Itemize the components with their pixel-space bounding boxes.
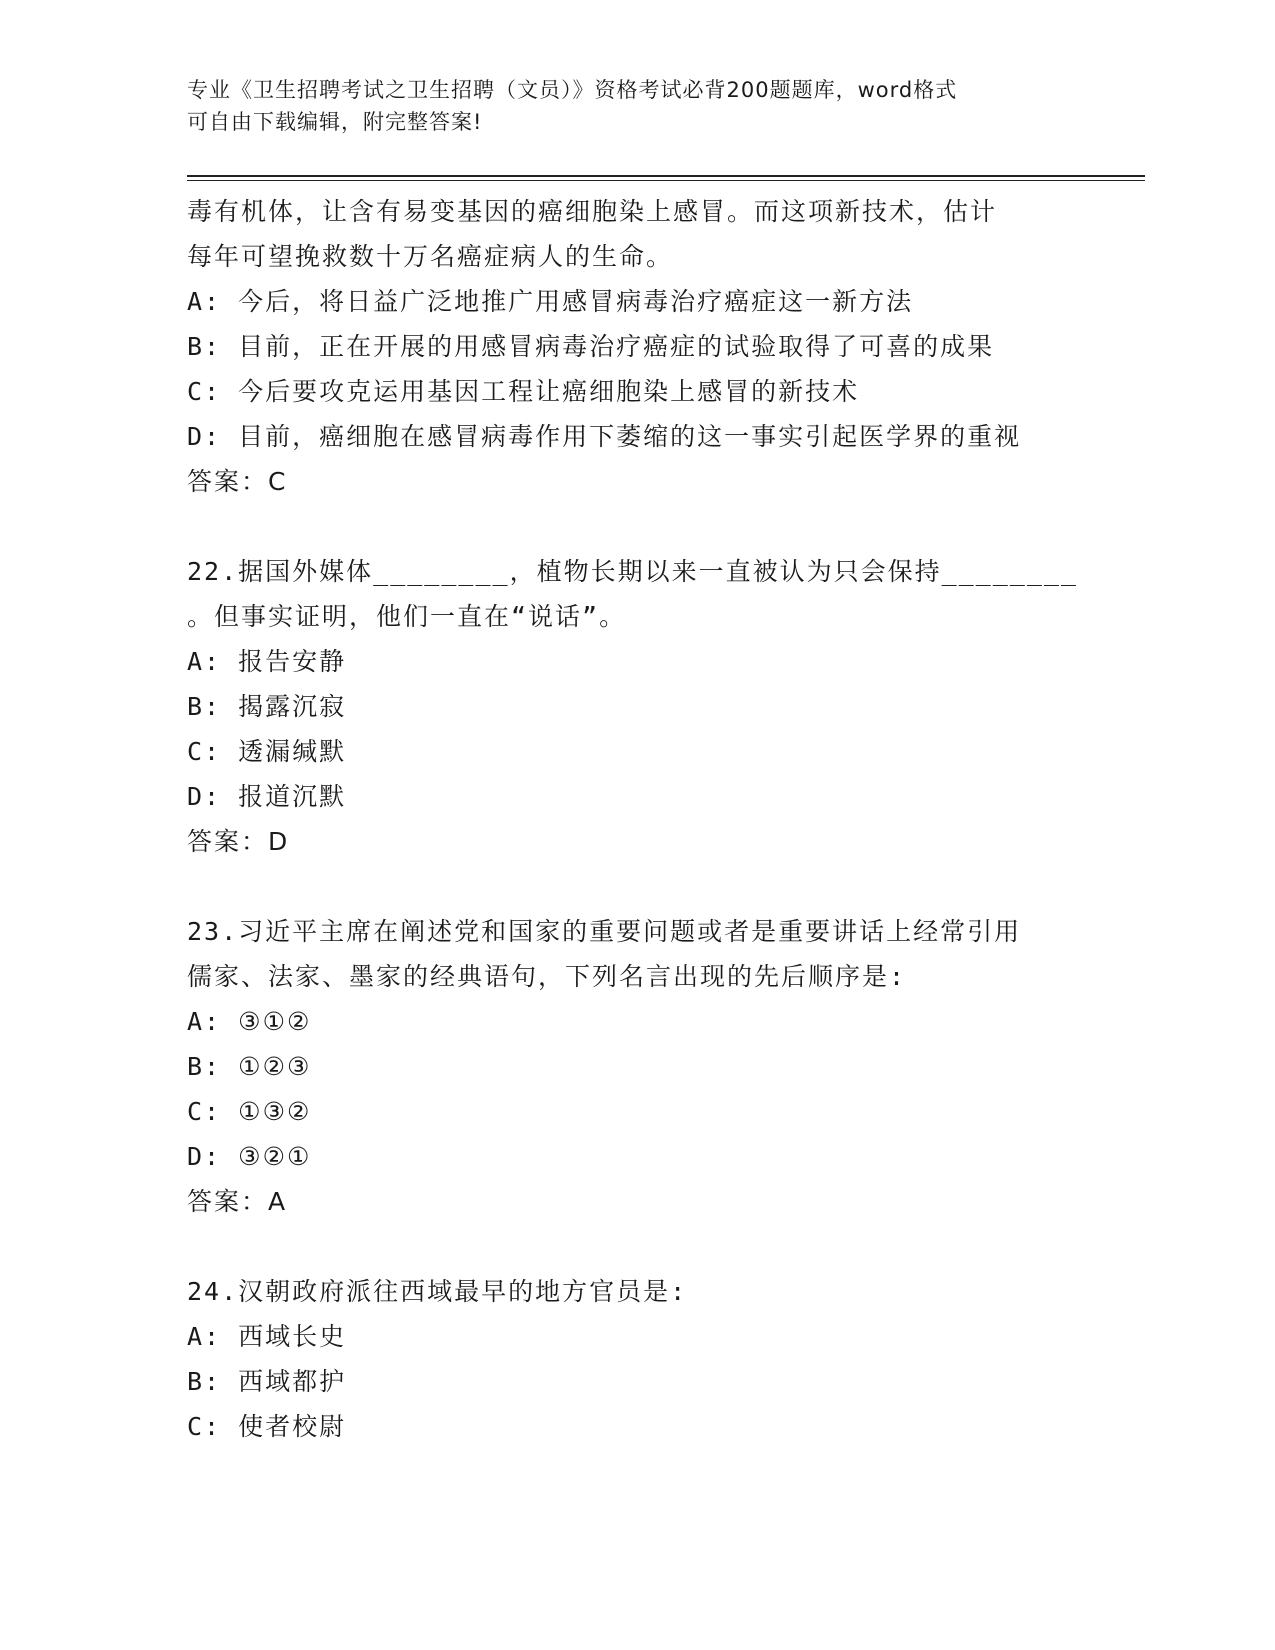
option-b: B: ①②③ [187,1052,312,1081]
option-b: B: 目前，正在开展的用感冒病毒治疗癌症的试验取得了可喜的成果 [187,332,995,361]
question-stem: 。但事实证明，他们一直在“说话”。 [187,602,627,631]
option-a: A: 西域长史 [187,1322,347,1351]
option-c: C: 今后要攻克运用基因工程让癌细胞染上感冒的新技术 [187,377,860,406]
question-stem: 22.据国外媒体________，植物长期以来一直被认为只会保持________ [187,557,1078,586]
option-c: C: ①③② [187,1097,312,1126]
answer-label: 答案：D [187,827,290,856]
option-a: A: 报告安静 [187,647,347,676]
option-d: D: 报道沉默 [187,782,347,811]
option-b: B: 揭露沉寂 [187,692,347,721]
question-stem: 儒家、法家、墨家的经典语句，下列名言出现的先后顺序是: [187,962,907,991]
option-a: A: ③①② [187,1007,312,1036]
question-23 [187,909,1087,1224]
question-list [187,189,1087,1449]
spacer [187,1224,1087,1269]
spacer [187,864,1087,909]
option-c: C: 透漏缄默 [187,737,347,766]
question-21 [187,189,1087,504]
option-c: C: 使者校尉 [187,1412,347,1441]
answer-label: 答案：A [187,1187,288,1216]
question-stem: 24.汉朝政府派往西域最早的地方官员是: [187,1277,688,1306]
header-title-line2: 可自由下载编辑，附完整答案! [187,110,483,134]
option-d: D: 目前，癌细胞在感冒病毒作用下萎缩的这一事实引起医学界的重视 [187,422,1022,451]
spacer [187,504,1087,549]
header-divider-thin [187,180,1145,181]
header-divider-thick [187,175,1145,177]
option-d: D: ③②① [187,1142,312,1171]
question-stem: 毒有机体，让含有易变基因的癌细胞染上感冒。而这项新技术，估计 [187,197,998,226]
option-b: B: 西域都护 [187,1367,347,1396]
answer-label: 答案：C [187,467,288,496]
document-header [187,74,1067,138]
option-a: A: 今后，将日益广泛地推广用感冒病毒治疗癌症这一新方法 [187,287,914,316]
header-title-line1: 专业《卫生招聘考试之卫生招聘（文员）》资格考试必背200题题库，word格式 [187,78,958,102]
question-stem: 每年可望挽救数十万名癌症病人的生命。 [187,242,674,271]
question-22 [187,549,1087,864]
question-24 [187,1269,1087,1449]
question-stem: 23.习近平主席在阐述党和国家的重要问题或者是重要讲话上经常引用 [187,917,1022,946]
